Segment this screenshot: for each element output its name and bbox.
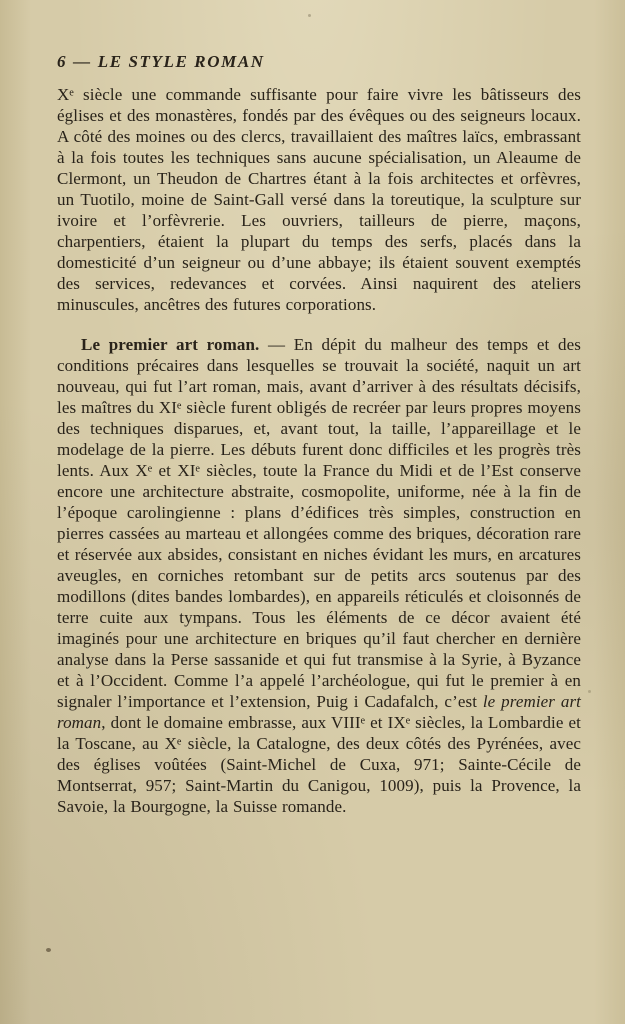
paragraph-lead-bold: Le premier art roman.: [81, 335, 260, 354]
paper-speck: [46, 948, 51, 952]
paragraph-body-part1: En dépit du malheur des temps et des conditions précaires dans lesquelles se trouvait la société, naquit un art nouveau, qui fut l’art roman, mais, avant d’arriver à des résultats décisifs, les maîtres du XIᵉ siècle furent obligés de recréer par leurs propres moyens des techniques disparues, et, avant tout, la taille, l’appareillage et le modelage de la pierre. Les débuts furent donc difficiles et les progrès très lents. Aux Xᵉ et XIᵉ siècles, toute la France du Midi et de l’Est conserve encore une architecture abstraite, cosmopolite, uniforme, née à la fin de l’époque carolingienne : plans d’édifices très simples, construction en pierres cassées au marteau et allongées comme des briques, décoration rare et réservée aux absides, consistant en niches évidant les murs, en arcatures aveugles, en corniches retombant sur de petits arcs soutenus par des modillons (dites bandes lombardes), en appareils réticulés et cloisonnés de terre cuite aux tympans. Tous les éléments de ce décor avaient été imaginés pour une architecture en briques qu’il faut chercher en dernière analyse dans la Perse sassanide et qui fut transmise à la Syrie, à Byzance et à l’Occident. Comme l’a appelé l’archéologue, qui fut le premier à en signaler l’importance et l’extension, Puig i Cadafalch, c’est: [57, 335, 581, 711]
body-text: [57, 84, 581, 817]
paragraph-premier-art-roman: [57, 334, 581, 817]
page-content: [57, 52, 581, 817]
lead-dash: —: [259, 335, 294, 354]
paper-speck: [588, 690, 591, 693]
running-title: LE STYLE ROMAN: [97, 52, 265, 71]
page-header: [57, 52, 581, 72]
header-separator: —: [73, 52, 92, 71]
paragraph-body-part2: , dont le domaine embrasse, aux VIIIᵉ et IXᵉ siècles, la Lombardie et la Toscane, au Xᵉ siècle, la Catalogne, des deux côtés des Pyrénées, avec des églises voûtées (Saint-Michel de Cuxa, 971; Sainte-Cécile de Montserrat, 957; Saint-Martin du Canigou, 1009), puis la Provence, la Savoie, la Bourgogne, la Suisse romande.: [57, 713, 581, 816]
paper-speck: [308, 14, 311, 17]
italic-phrase: le premier art roman: [57, 692, 581, 732]
paragraph-continuation: Xᵉ siècle une commande suffisante pour faire vivre les bâtisseurs des églises et des monastères, fondés par des évêques ou des seigneurs locaux. A côté des moines ou des clercs, travaillaient des maîtres laïcs, embrassant à la fois toutes les techniques sans aucune spécialisation, un Aleaume de Clermont, un Theudon de Chartres étant à la fois architectes et orfèvres, un Tuotilo, moine de Saint-Gall versé dans la toreutique, la sculpture sur ivoire et l’orfèvrerie. Les ouvriers, tailleurs de pierre, maçons, charpentiers, étaient la plupart du temps des serfs, placés dans la domesticité d’un seigneur ou d’une abbaye; ils étaient souvent exemptés des services, redevances et corvées. Ainsi naquirent des ateliers minuscules, ancêtres des futures corporations.: [57, 85, 581, 314]
page-number: 6: [57, 52, 68, 71]
